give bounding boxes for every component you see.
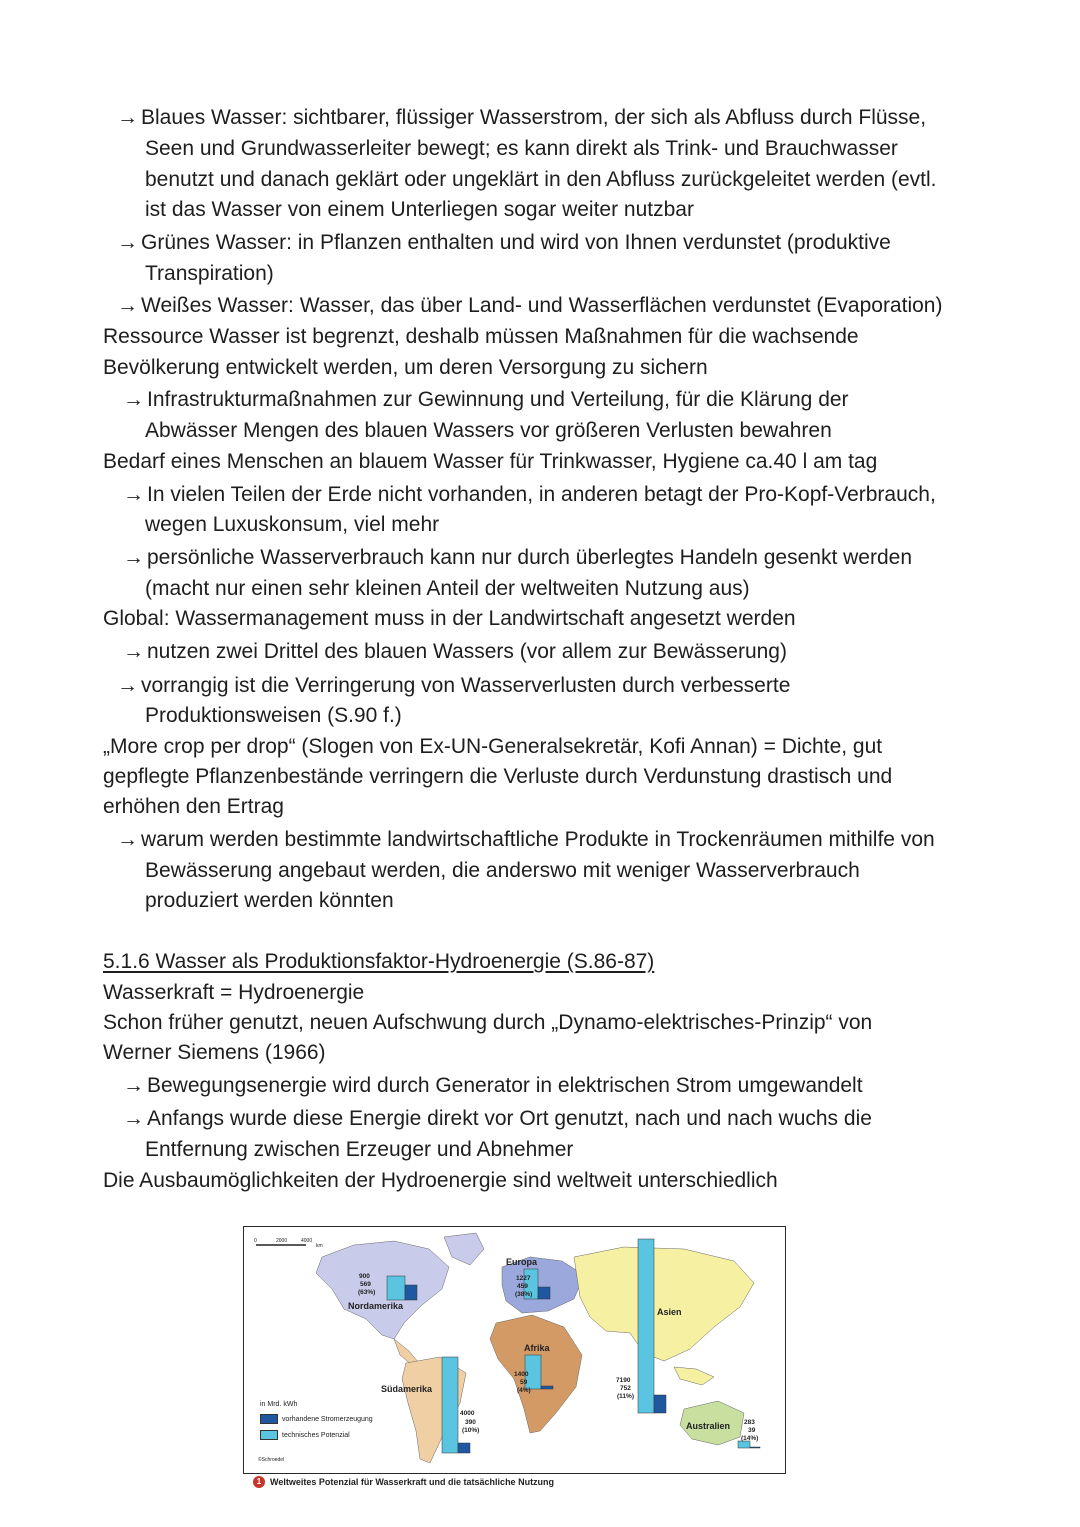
bullet-line [123, 387, 849, 413]
bar-existing-australien [750, 1447, 760, 1448]
value-potential-australien: 283 [744, 1419, 755, 1426]
text-line: Bedarf eines Menschen an blauem Wasser für Trinkwasser, Hygiene ca.40 l am tag [103, 450, 878, 473]
bullet-line [117, 827, 935, 853]
text-line: Die Ausbaumöglichkeiten der Hydroenergie sind weltweit unterschiedlich [103, 1169, 778, 1192]
text-line: vorrangig ist die Verringerung von Wasserverlusten durch verbesserte [141, 674, 791, 697]
caption-text: Weltweites Potenzial für Wasserkraft und die tatsächliche Nutzung [270, 1477, 555, 1487]
text-line: Blaues Wasser: sichtbarer, flüssiger Wasserstrom, der sich als Abfluss durch Flüsse, [141, 106, 927, 129]
arrow-icon: → [123, 1107, 144, 1130]
text-line: Bevölkerung entwickelt werden, um deren Versorgung zu sichern [103, 356, 708, 379]
region-label-europa: Europa [506, 1257, 538, 1267]
text-line: Transpiration) [145, 262, 274, 285]
text-line: In vielen Teilen der Erde nicht vorhanden, in anderen betagt der Pro-Kopf-Verbrauch, [147, 483, 936, 506]
text-line: „More crop per drop“ (Slogen von Ex-UN-Generalsekretär, Kofi Annan) = Dichte, gut [103, 735, 883, 758]
scale-label-km: km [316, 1243, 323, 1249]
publisher-label: ©Schroedel [258, 1457, 285, 1463]
bullet-line [123, 1073, 863, 1099]
legend-existing [260, 1414, 373, 1424]
arrow-icon: → [117, 294, 138, 317]
legend-unit: in Mrd. kWh [260, 1401, 298, 1408]
value-existing-asien: 752 [620, 1385, 631, 1392]
bar-existing-nordamerika [405, 1285, 417, 1300]
value-potential-suedamerika: 4000 [460, 1410, 475, 1417]
continent-asia [574, 1247, 754, 1361]
arrow-icon: → [117, 674, 138, 697]
arrow-icon: → [117, 231, 138, 254]
bullet-line [123, 1106, 872, 1132]
bullet-line [117, 230, 891, 256]
text-line: Schon früher genutzt, neuen Aufschwung durch „Dynamo-elektrisches-Prinzip“ von [103, 1011, 873, 1034]
value-existing-australien: 39 [748, 1427, 756, 1434]
continent-greenland [444, 1233, 484, 1265]
text-line: erhöhen den Ertrag [103, 795, 284, 818]
value-potential-afrika: 1400 [514, 1371, 529, 1378]
text-line: Weißes Wasser: Wasser, das über Land- und Wasserflächen verdunstet (Evaporation) [141, 294, 943, 317]
bar-existing-suedamerika [458, 1443, 470, 1453]
value-share-suedamerika: (10%) [462, 1427, 480, 1434]
bullet-line [123, 545, 912, 571]
bar-existing-europa [538, 1287, 550, 1299]
value-share-afrika: (4%) [517, 1387, 531, 1394]
bar-existing-asien [654, 1395, 666, 1413]
bar-existing-afrika [541, 1386, 553, 1389]
legend-potential [260, 1430, 350, 1440]
scale-label-2000: 2000 [276, 1238, 288, 1244]
value-existing-nordamerika: 569 [360, 1281, 371, 1288]
value-share-australien: (14%) [741, 1435, 759, 1442]
bar-potential-australien [738, 1441, 750, 1448]
text-line: ist das Wasser von einem Unterliegen sogar weiter nutzbar [145, 198, 694, 221]
arrow-icon: → [123, 388, 144, 411]
region-label-suedamerika: Südamerika [381, 1384, 433, 1394]
region-label-afrika: Afrika [524, 1343, 550, 1353]
text-line: Bewässerung angebaut werden, die anderswo mit weniger Wasserverbrauch [145, 859, 860, 882]
arrow-icon: → [123, 483, 144, 506]
bullet-line [123, 482, 936, 508]
legend-swatch-existing [260, 1414, 278, 1424]
continent-southeast-asia [674, 1367, 714, 1385]
value-share-europa: (38%) [515, 1291, 533, 1298]
text-line: Anfangs wurde diese Energie direkt vor Ort genutzt, nach und nach wuchs die [147, 1107, 872, 1130]
value-existing-suedamerika: 390 [465, 1419, 476, 1426]
section-heading: 5.1.6 Wasser als Produktionsfaktor-Hydroenergie (S.86-87) [103, 950, 655, 973]
value-potential-nordamerika: 900 [359, 1273, 370, 1280]
text-line: gepflegte Pflanzenbestände verringern die Verluste durch Verdunstung drastisch und [103, 765, 893, 788]
hydropower-map-figure [243, 1226, 788, 1501]
value-existing-europa: 459 [517, 1283, 528, 1290]
region-label-australien: Australien [686, 1421, 731, 1431]
scale-label-4000: 4000 [301, 1238, 313, 1244]
text-line: produziert werden könnten [145, 889, 394, 912]
value-share-nordamerika: (63%) [358, 1289, 376, 1296]
bullet-line [123, 639, 787, 665]
bar-potential-suedamerika [442, 1357, 458, 1453]
text-line: benutzt und danach geklärt oder ungeklärt in den Abfluss zurückgeleitet werden (evtl. [145, 168, 937, 191]
text-line: Produktionsweisen (S.90 f.) [145, 704, 402, 727]
caption-number-badge: 1 [253, 1476, 265, 1488]
legend-label-existing: vorhandene Stromerzeugung [282, 1415, 373, 1423]
bullet-line [117, 105, 926, 131]
arrow-icon: → [117, 106, 138, 129]
bullet-line [117, 673, 790, 699]
continent-north-america [316, 1241, 449, 1339]
continent-central-america [394, 1339, 419, 1365]
legend-swatch-potential [260, 1430, 278, 1440]
scale-label-0: 0 [254, 1238, 257, 1244]
value-existing-afrika: 59 [520, 1379, 528, 1386]
legend-label-potential: technisches Potenzial [282, 1431, 350, 1439]
text-line: Seen und Grundwasserleiter bewegt; es kann direkt als Trink- und Brauchwasser [145, 137, 898, 160]
text-line: Abwässer Mengen des blauen Wassers vor größeren Verlusten bewahren [145, 419, 832, 442]
text-line: warum werden bestimmte landwirtschaftliche Produkte in Trockenräumen mithilfe von [141, 828, 935, 851]
text-line: (macht nur einen sehr kleinen Anteil der weltweiten Nutzung aus) [145, 577, 750, 600]
bar-potential-asien [638, 1239, 654, 1413]
bar-potential-nordamerika [387, 1276, 405, 1300]
arrow-icon: → [117, 828, 138, 851]
value-potential-asien: 7190 [616, 1377, 631, 1384]
map-caption [253, 1476, 554, 1488]
text-line: Ressource Wasser ist begrenzt, deshalb müssen Maßnahmen für die wachsende [103, 325, 859, 348]
text-line: nutzen zwei Drittel des blauen Wassers (vor allem zur Bewässerung) [147, 640, 787, 663]
arrow-icon: → [123, 1074, 144, 1097]
arrow-icon: → [123, 640, 144, 663]
text-line: Global: Wassermanagement muss in der Landwirtschaft angesetzt werden [103, 607, 796, 630]
arrow-icon: → [123, 546, 144, 569]
text-line: Bewegungsenergie wird durch Generator in elektrischen Strom umgewandelt [147, 1074, 863, 1097]
region-label-asien: Asien [657, 1307, 682, 1317]
text-line: Werner Siemens (1966) [103, 1041, 326, 1064]
text-line: Entfernung zwischen Erzeuger und Abnehmer [145, 1138, 574, 1161]
value-potential-europa: 1227 [516, 1275, 531, 1282]
text-line: Infrastrukturmaßnahmen zur Gewinnung und Verteilung, für die Klärung der [147, 388, 849, 411]
value-share-asien: (11%) [617, 1393, 634, 1400]
text-line: wegen Luxuskonsum, viel mehr [145, 513, 440, 536]
text-line: Grünes Wasser: in Pflanzen enthalten und wird von Ihnen verdunstet (produktive [141, 231, 891, 254]
text-line: persönliche Wasserverbrauch kann nur durch überlegtes Handeln gesenkt werden [147, 546, 912, 569]
bullet-line [117, 293, 942, 319]
text-line: Wasserkraft = Hydroenergie [103, 981, 365, 1004]
map-frame [243, 1226, 786, 1474]
region-label-nordamerika: Nordamerika [348, 1301, 404, 1311]
